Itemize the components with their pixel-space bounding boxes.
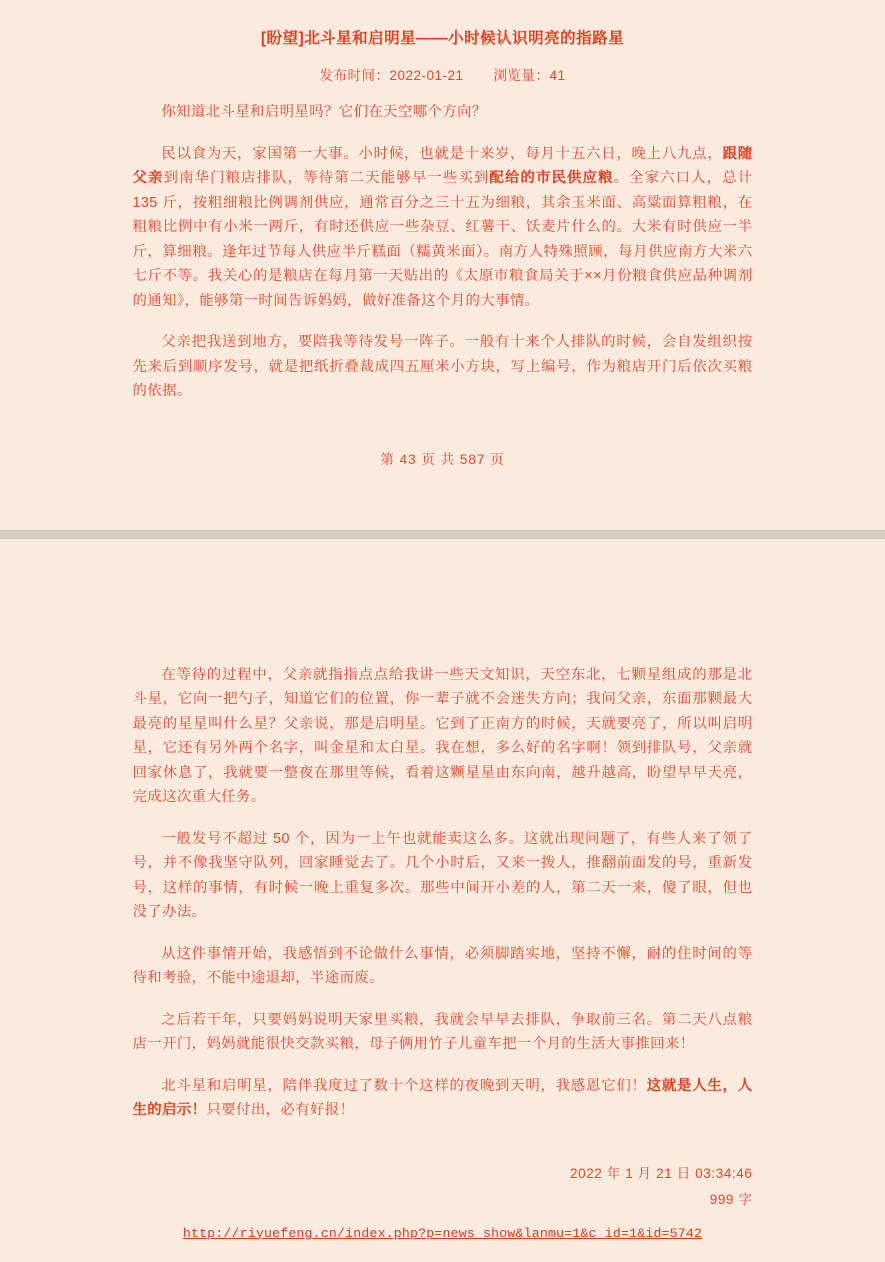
page-divider bbox=[0, 530, 885, 539]
views-count: 41 bbox=[549, 68, 566, 83]
page-number-footer: 第 43 页 共 587 页 bbox=[380, 451, 505, 467]
emphasis-text: 配给的市民供应粮 bbox=[489, 170, 614, 186]
source-url-line bbox=[133, 1224, 753, 1256]
source-url-link[interactable]: http://riyuefeng.cn/index.php?p=news_show&lanmu=1&c_id=1&id=5742 bbox=[182, 1225, 703, 1241]
paragraph: 之后若干年，只要妈妈说明天家里买粮，我就会早早去排队，争取前三名。第二天八点粮店一开门，妈妈就能很快交款买粮，母子俩用竹子儿童车把一个月的生活大事推回来！ bbox=[132, 1011, 753, 1052]
paragraph: 一般发号不超过 50 个，因为一上午也就能卖这么多。这就出现问题了，有些人来了领了号，并不像我坚守队列，回家睡觉去了。几个小时后，又来一拨人，推翻前面发的号，重新发号，这样的事情，有时候一晚上重复多次。那些中间开小差的人，第二天一来，傻了眼，但也没了办法。 bbox=[132, 830, 753, 920]
emphasis-text: 跟随父亲 bbox=[132, 145, 753, 186]
paragraph: 从这件事情开始，我感悟到不论做什么事情，必须脚踏实地，坚持不懈，耐的住时间的等待和考验，不能中途退却，半途而废。 bbox=[132, 945, 753, 986]
publish-time-label: 发布时间： bbox=[319, 68, 390, 83]
document-tail bbox=[133, 1140, 753, 1262]
export-timestamp: 2022 年 1 月 21 日 03:34:46 bbox=[569, 1165, 753, 1181]
page-section-bottom bbox=[0, 539, 885, 1262]
paragraph: 你知道北斗星和启明星吗？它们在天空哪个方向？ bbox=[161, 104, 487, 120]
page-title: [盼望]北斗星和启明星——小时候认识明亮的指路星 bbox=[260, 30, 625, 47]
bottom-section-top-margin bbox=[0, 539, 885, 647]
views-label: 浏览量： bbox=[493, 68, 550, 83]
paragraph: 父亲把我送到地方，要陪我等待发号一阵子。一般有十来个人排队的时候，会自发组织按先来后到顺序发号，就是把纸折叠裁成四五厘米小方块，写上编号，作为粮店开门后依次买粮的依据。 bbox=[132, 334, 753, 399]
top-body-text bbox=[133, 84, 753, 468]
emphasis-text: 这就是人生，人生的启示！ bbox=[132, 1077, 753, 1118]
top-section-spacer bbox=[0, 468, 885, 530]
document-meta bbox=[0, 64, 885, 84]
word-count: 999 字 bbox=[709, 1191, 753, 1207]
publish-date: 2022-01-21 bbox=[389, 68, 464, 83]
bottom-body-text bbox=[133, 647, 753, 1123]
paragraph: 在等待的过程中，父亲就指指点点给我讲一些天文知识，天空东北，七颗星组成的那是北斗星，它向一把勺子，知道它们的位置，你一辈子就不会迷失方向；我问父亲，东面那颗最大最亮的星星叫什么星？父亲说，那是启明星。它到了正南方的时候，天就要亮了，所以叫启明星，它还有另外两个名字，叫金星和太白星。我在想，多么好的名字啊！领到排队号，父亲就回家休息了，我就要一整夜在那里等候，看着这颗星星由东向南，越升越高，盼望早早天亮，完成这次重大任务。 bbox=[132, 666, 753, 805]
page-section-top bbox=[0, 0, 885, 530]
paragraph: 北斗星和启明星，陪伴我度过了数十个这样的夜晚到天明，我感恩它们！这就是人生，人生的启示！只要付出，必有好报！ bbox=[132, 1077, 753, 1118]
paragraph: 民以食为天，家国第一大事。小时候，也就是十来岁，每月十五六日，晚上八九点，跟随父亲到南华门粮店排队，等待第二天能够早一些买到配给的市民供应粮。全家六口人，总计 135 斤，按粗细粮比例调剂供应，通常百分之三十五为细粮，其余玉米面、高粱面算粗粮，在粗粮比例中有小米一两斤，有时还供应一些杂豆、红薯干、饫麦片什么的。大米有时供应一半斤，算细粮。逢年过节每人供应半斤糕面（糯黄米面）。南方人特殊照顾，每月供应南方大米六七斤不等。我关心的是粮店在每月第一天贴出的《太原市粮食局关于××月份粮食供应品种调剂的通知》，能够第一时间告诉妈妈，做好准备这个月的大事情。 bbox=[132, 145, 753, 309]
